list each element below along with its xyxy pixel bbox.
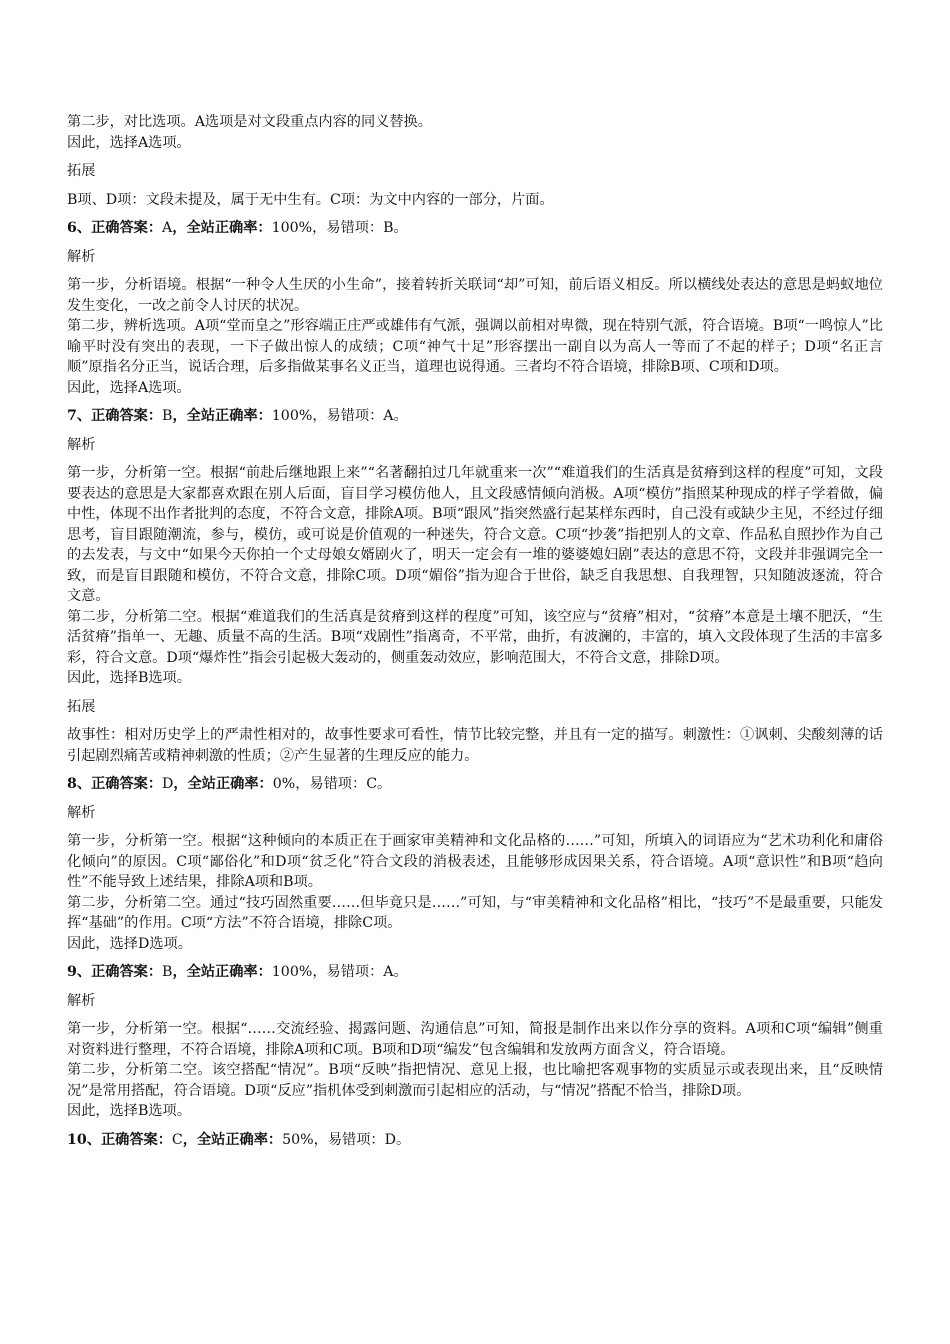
paragraph: 第一步，分析第一空。根据“前赴后继地跟上来”“名著翻拍过几年就重来一次”“难道我们的生活真是贫瘠到这样的程度”可知，文段要表达的意思是大家都喜欢跟在别人后面，盲目学习模仿他人，且文段感情倾向消极。A项“模仿”指照某种现成的样子学着做，偏中性，体现不出作者批判的态度，不符合文意，排除A项。B项“跟风”指突然盛行起某样东西时，自己没有或缺少主见，不经过仔细思考，盲目跟随潮流，参与，模仿，或可说是价值观的一种迷失，符合文意。C项“抄袭”指把别人的文章、作品私自照抄作为自己的去发表，与文中“如果今天你拍一个丈母娘女婿剧火了，明天一定会有一堆的婆婆媳妇剧”表达的意思不符，文段并非强调完全一致，而是盲目跟随和模仿，不符合文意，排除C项。D项“媚俗”指为迎合于世俗，缺乏自我思想、自我理智，只知随波逐流，符合文意。 xyxy=(67,465,883,604)
paragraph: 因此，选择A选项。 xyxy=(67,379,191,396)
wrong-label: ，易错项： xyxy=(312,408,384,424)
answer-line-10 xyxy=(67,1130,883,1151)
extension-label: 拓展 xyxy=(67,698,96,715)
correct-answer: B xyxy=(162,964,173,980)
paragraph: 第一步，分析第一空。根据“……交流经验、揭露问题、沟通信息”可知，简报是制作出来以作分享的资料。A项和C项“编辑”侧重对资料进行整理，不符合语境，排除A项和C项。B项和D项“编发”包含编辑和发放两方面含义，符合语境。 xyxy=(67,1021,883,1058)
line-end: 。 xyxy=(377,776,392,792)
wrong-option: B xyxy=(383,220,394,236)
answer-line-9 xyxy=(67,962,883,983)
answer-label: 、正确答案： xyxy=(76,964,163,980)
answer-line-7 xyxy=(67,406,883,427)
analysis-label: 解析 xyxy=(67,248,96,265)
question-number: 8 xyxy=(67,776,77,792)
answer-label: 、正确答案： xyxy=(76,220,163,236)
paragraph: 第二步，分析第二空。通过“技巧固然重要……但毕竟只是……”可知，与“审美精神和文化品格”相比，“技巧”不是最重要，只能发挥“基础”的作用。C项“方法”不符合语境，排除C项。 xyxy=(67,894,883,931)
wrong-label: ，易错项： xyxy=(312,220,384,236)
accuracy-value: 50% xyxy=(282,1131,314,1148)
paragraph: 第二步，对比选项。A选项是对文段重点内容的同义替换。 xyxy=(67,114,432,130)
correct-answer: C xyxy=(171,1131,183,1148)
paragraph: 第一步，分析语境。根据“一种令人生厌的小生命”，接着转折关联词“却”可知，前后语义相反。所以横线处表达的意思是蚂蚁地位发生变化，一改之前令人讨厌的状况。 xyxy=(67,277,883,314)
line-end: 。 xyxy=(393,408,408,424)
analysis-label: 解析 xyxy=(67,436,96,453)
paragraph: 故事性：相对历史学上的严肃性相对的，故事性要求可看性，情节比较完整，并且有一定的描写。刺激性：①讽刺、尖酸刻薄的话引起剧烈痛苦或精神刺激的性质；②产生显著的生理反应的能力。 xyxy=(67,727,883,764)
paragraph: 因此，选择A选项。 xyxy=(67,134,191,151)
analysis-label: 解析 xyxy=(67,992,96,1009)
line-end: 。 xyxy=(395,1131,411,1148)
answer-label: 、正确答案： xyxy=(76,408,163,424)
wrong-label: ，易错项： xyxy=(312,964,384,980)
answer-label: 、正确答案： xyxy=(76,776,163,792)
correct-answer: D xyxy=(162,776,174,792)
analysis-label: 解析 xyxy=(67,804,96,821)
paragraph: 因此，选择B选项。 xyxy=(67,1103,191,1119)
question-number: 6 xyxy=(67,220,77,236)
paragraph: 第一步，分析第一空。根据“这种倾向的本质正在于画家审美精神和文化品格的……”可知，所填入的词语应为“艺术功利化和庸俗化倾向”的原因。C项“鄙俗化”和D项“贫乏化”符合文段的消极表述，且能够形成因果关系，符合语境。A项“意识性”和B项“趋向性”不能导致上述结果，排除A项和B项。 xyxy=(67,833,883,890)
correct-answer: B xyxy=(162,408,173,424)
correct-answer: A xyxy=(162,220,173,236)
paragraph: 第二步，辨析选项。A项“堂而皇之”形容端正庄严或雄伟有气派，强调以前相对卑微，现在特别气派，符合语境。B项“一鸣惊人”比喻平时没有突出的表现，一下子做出惊人的成绩；C项“神气十足”形容摆出一副自以为高人一等而了不起的样子；D项“名正言顺”原指名分正当，说话合理，后多指做某事名义正当，道理也说得通。三者均不符合语境，排除B项、C项和D项。 xyxy=(67,318,883,375)
wrong-label: ，易错项： xyxy=(295,776,367,792)
wrong-option: A xyxy=(383,964,394,980)
question-number: 9 xyxy=(67,964,77,980)
question-number: 7 xyxy=(67,408,77,424)
document-body xyxy=(67,112,883,1150)
accuracy-value: 100% xyxy=(271,220,313,236)
paragraph: 因此，选择D选项。 xyxy=(67,935,192,952)
accuracy-label: ，全站正确率： xyxy=(172,220,272,236)
accuracy-label: ，全站正确率： xyxy=(172,964,272,980)
accuracy-value: 0% xyxy=(272,776,296,792)
wrong-option: A xyxy=(383,408,394,424)
extension-label: 拓展 xyxy=(67,163,96,179)
accuracy-label: ，全站正确率： xyxy=(173,776,273,792)
paragraph: 因此，选择B选项。 xyxy=(67,670,191,686)
paragraph: 第二步，分析第二空。根据“难道我们的生活真是贫瘠到这样的程度”可知，该空应与“贫瘠”相对，“贫瘠”本意是土壤不肥沃，“生活贫瘠”指单一、无趣、质量不高的生活。B项“戏剧性”指离奇，不平常，曲折，有波澜的，丰富的，填入文段体现了生活的丰富多彩，符合文意。D项“爆炸性”指会引起极大轰动的，侧重轰动效应，影响范围大，不符合文意，排除D项。 xyxy=(67,608,883,666)
line-end: 。 xyxy=(393,964,408,980)
line-end: 。 xyxy=(393,220,408,236)
accuracy-value: 100% xyxy=(271,408,313,424)
wrong-option: C xyxy=(366,776,378,792)
paragraph: 第二步，分析第二空。该空搭配“情况”。B项“反映”指把情况、意见上报，也比喻把客观事物的实质显示或表现出来，且“反映情况”是常用搭配，符合语境。D项“反应”指机体受到刺激而引起相应的活动，与“情况”搭配不恰当，排除D项。 xyxy=(67,1062,883,1099)
wrong-label: ，易错项： xyxy=(313,1131,385,1148)
answer-line-8 xyxy=(67,774,883,795)
accuracy-label: ，全站正确率： xyxy=(172,408,272,424)
answer-line-6 xyxy=(67,218,883,239)
answer-label: 、正确答案： xyxy=(86,1131,172,1148)
accuracy-label: ，全站正确率： xyxy=(182,1131,283,1148)
accuracy-value: 100% xyxy=(271,964,313,980)
paragraph: B项、D项：文段未提及，属于无中生有。C项：为文中内容的一部分，片面。 xyxy=(67,191,554,208)
question-number: 10 xyxy=(67,1131,87,1148)
wrong-option: D xyxy=(384,1131,396,1148)
